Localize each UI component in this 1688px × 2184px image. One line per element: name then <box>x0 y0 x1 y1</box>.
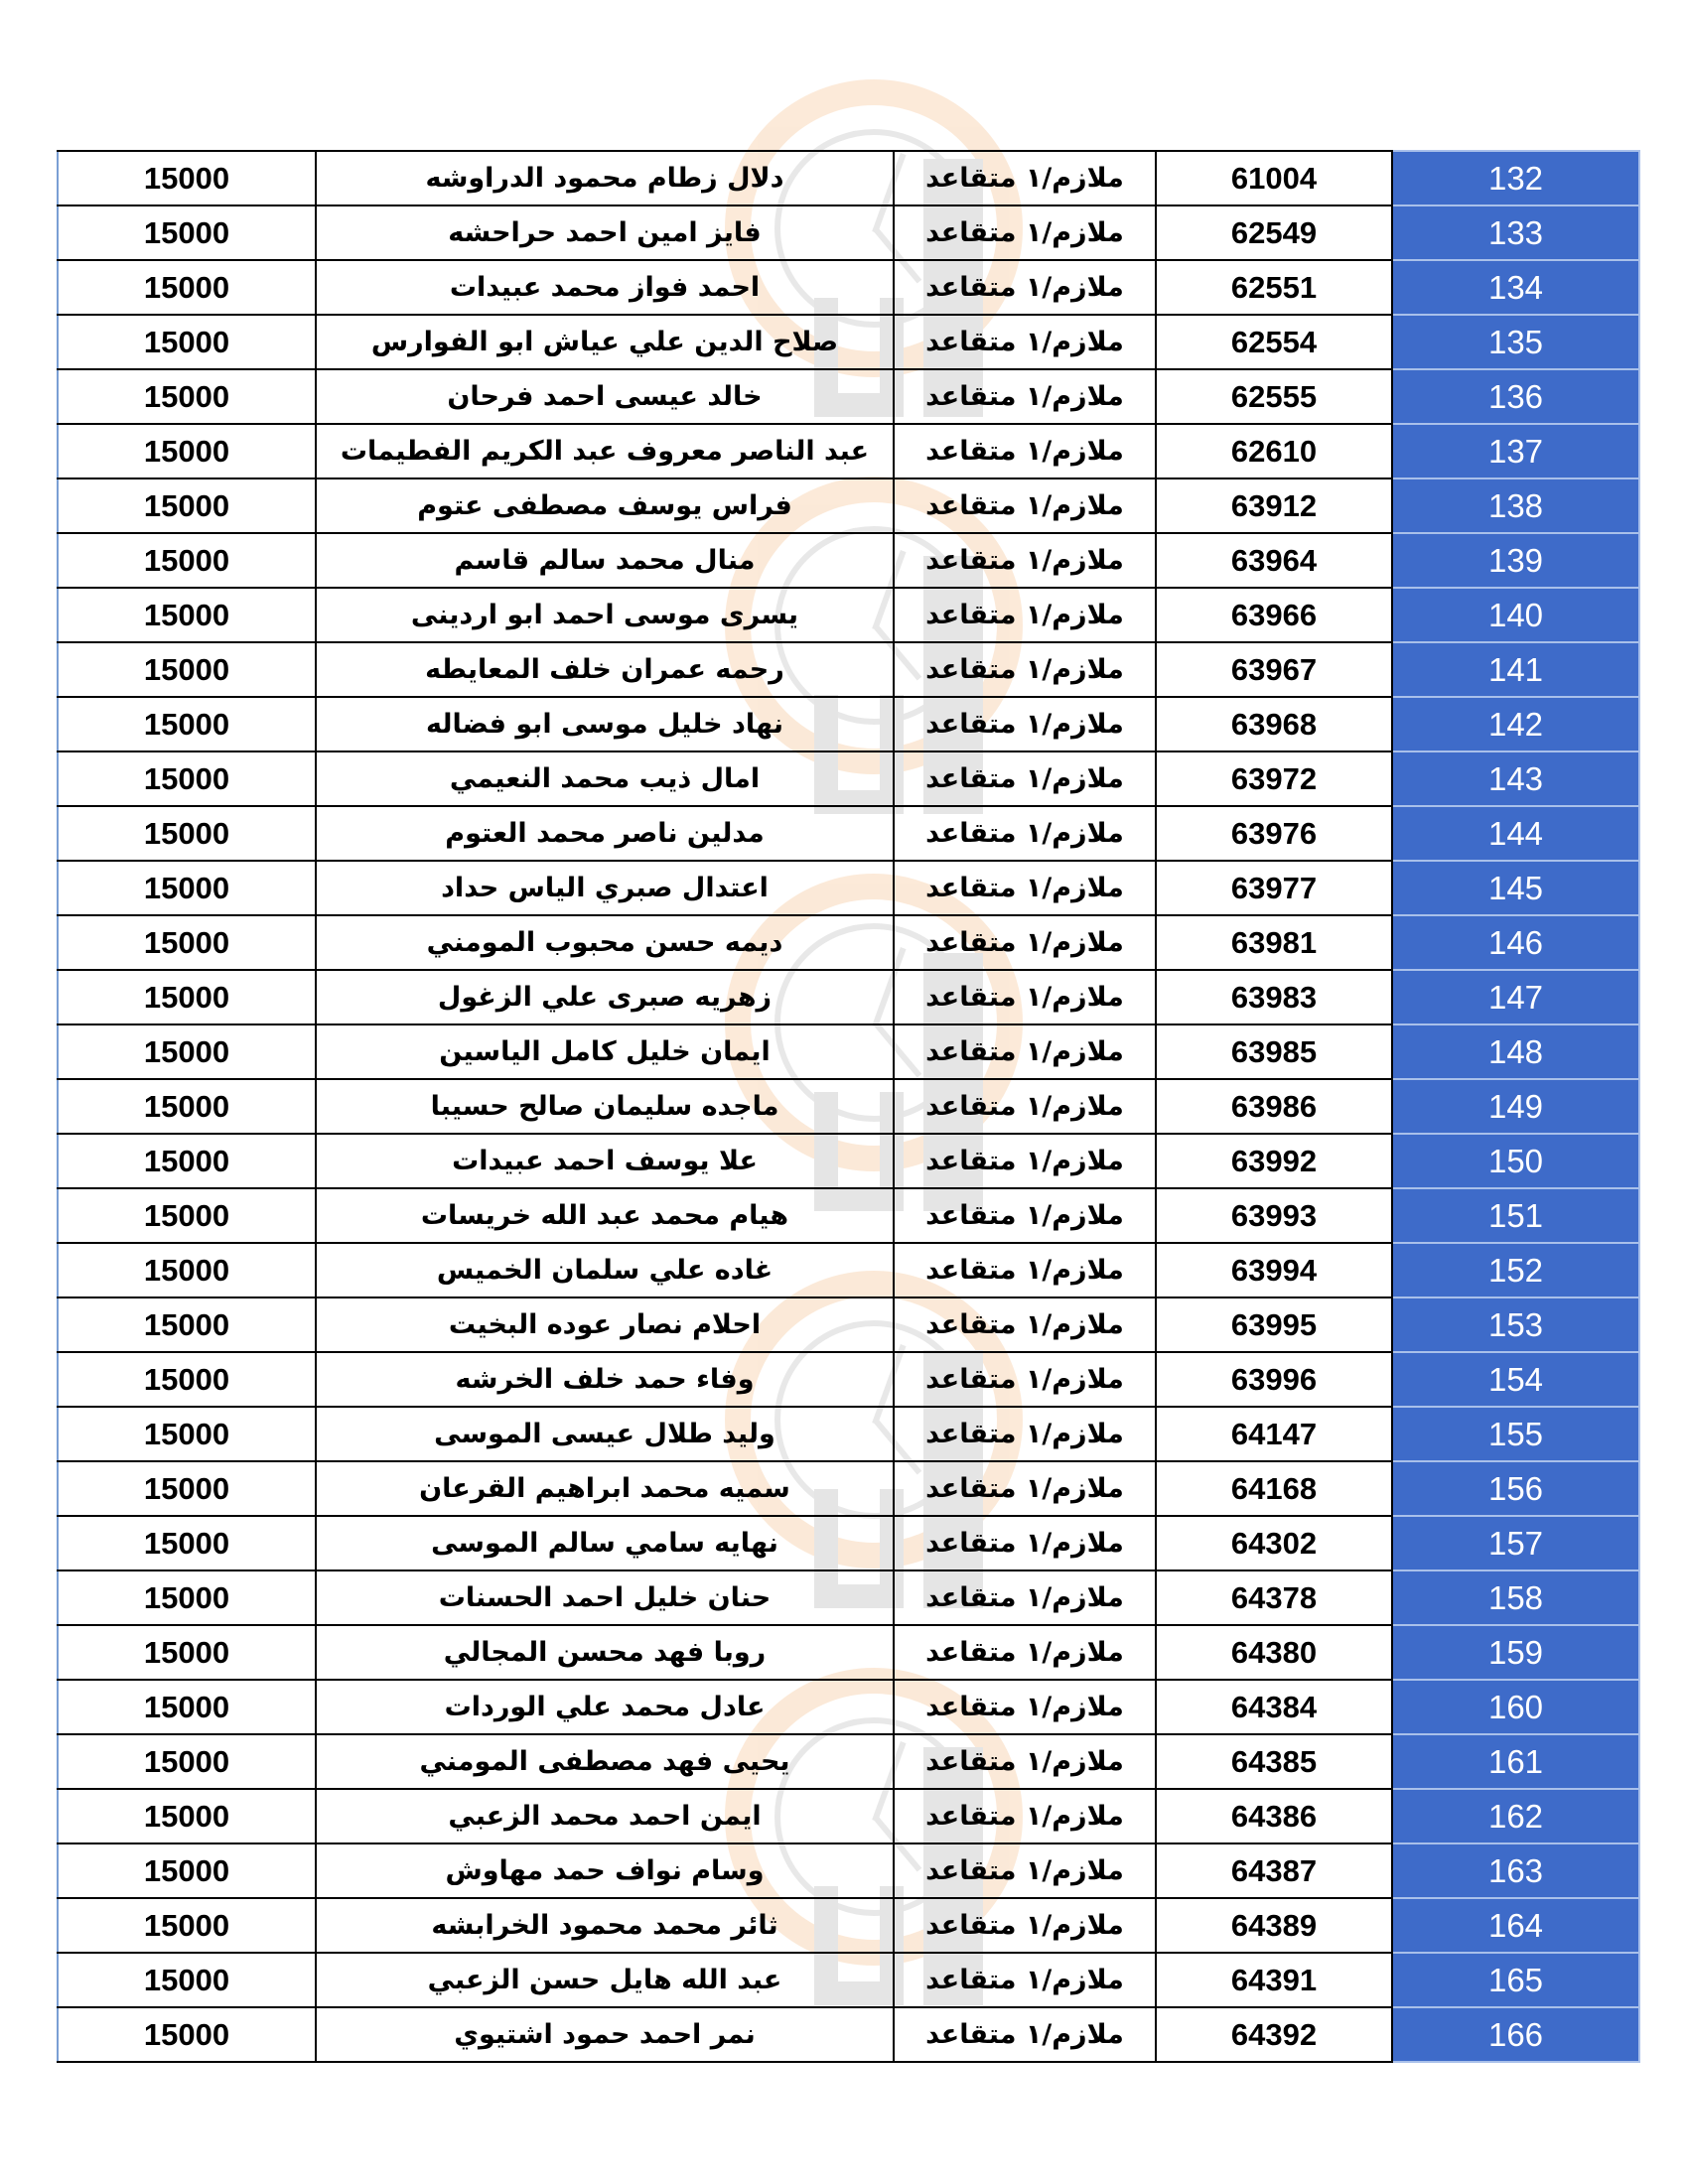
index-cell: 161 <box>1392 1734 1639 1789</box>
name-cell: نهاد خليل موسى ابو فضاله <box>316 697 894 751</box>
amount-cell: 15000 <box>58 697 316 751</box>
table-row <box>58 1407 1639 1461</box>
amount-cell: 15000 <box>58 533 316 588</box>
index-cell: 154 <box>1392 1352 1639 1407</box>
number-cell: 63972 <box>1156 751 1392 806</box>
table-row <box>58 588 1639 642</box>
index-cell: 132 <box>1392 151 1639 205</box>
rank-cell: ملازم/١ متقاعد <box>894 1570 1156 1625</box>
rank-cell: ملازم/١ متقاعد <box>894 642 1156 697</box>
index-cell: 153 <box>1392 1297 1639 1352</box>
number-cell: 64385 <box>1156 1734 1392 1789</box>
amount-cell: 15000 <box>58 588 316 642</box>
amount-cell: 15000 <box>58 205 316 260</box>
index-cell: 142 <box>1392 697 1639 751</box>
table-row <box>58 1134 1639 1188</box>
amount-cell: 15000 <box>58 315 316 369</box>
name-cell: نهايه سامي سالم الموسى <box>316 1516 894 1570</box>
number-cell: 63992 <box>1156 1134 1392 1188</box>
number-cell: 64378 <box>1156 1570 1392 1625</box>
rank-cell: ملازم/١ متقاعد <box>894 1407 1156 1461</box>
index-cell: 166 <box>1392 2007 1639 2062</box>
index-cell: 147 <box>1392 970 1639 1024</box>
rank-cell: ملازم/١ متقاعد <box>894 315 1156 369</box>
table-row <box>58 1188 1639 1243</box>
name-cell: ديمه حسن محبوب المومني <box>316 915 894 970</box>
number-cell: 64387 <box>1156 1843 1392 1898</box>
table-row <box>58 1734 1639 1789</box>
amount-cell: 15000 <box>58 151 316 205</box>
amount-cell: 15000 <box>58 970 316 1024</box>
table-row <box>58 151 1639 205</box>
rank-cell: ملازم/١ متقاعد <box>894 533 1156 588</box>
table-row <box>58 1297 1639 1352</box>
index-cell: 133 <box>1392 205 1639 260</box>
number-cell: 63985 <box>1156 1024 1392 1079</box>
rank-cell: ملازم/١ متقاعد <box>894 1079 1156 1134</box>
rank-cell: ملازم/١ متقاعد <box>894 1461 1156 1516</box>
index-cell: 138 <box>1392 478 1639 533</box>
amount-cell: 15000 <box>58 1188 316 1243</box>
table-row <box>58 1352 1639 1407</box>
index-cell: 163 <box>1392 1843 1639 1898</box>
rank-cell: ملازم/١ متقاعد <box>894 1352 1156 1407</box>
amount-cell: 15000 <box>58 1516 316 1570</box>
number-cell: 63986 <box>1156 1079 1392 1134</box>
index-cell: 148 <box>1392 1024 1639 1079</box>
name-cell: وسام نواف حمد مهاوش <box>316 1843 894 1898</box>
number-cell: 64302 <box>1156 1516 1392 1570</box>
index-cell: 157 <box>1392 1516 1639 1570</box>
index-cell: 136 <box>1392 369 1639 424</box>
number-cell: 63981 <box>1156 915 1392 970</box>
rank-cell: ملازم/١ متقاعد <box>894 588 1156 642</box>
index-cell: 150 <box>1392 1134 1639 1188</box>
number-cell: 63968 <box>1156 697 1392 751</box>
table-row <box>58 424 1639 478</box>
number-cell: 64389 <box>1156 1898 1392 1953</box>
name-cell: روبا فهد محسن المجالي <box>316 1625 894 1680</box>
number-cell: 63993 <box>1156 1188 1392 1243</box>
name-cell: ماجده سليمان صالح حسيبا <box>316 1079 894 1134</box>
table-row <box>58 315 1639 369</box>
table-row <box>58 806 1639 861</box>
number-cell: 63912 <box>1156 478 1392 533</box>
name-cell: علا يوسف احمد عبيدات <box>316 1134 894 1188</box>
name-cell: ايمان خليل كامل الياسين <box>316 1024 894 1079</box>
table-row <box>58 1898 1639 1953</box>
rank-cell: ملازم/١ متقاعد <box>894 1843 1156 1898</box>
name-cell: خالد عيسى احمد فرحان <box>316 369 894 424</box>
amount-cell: 15000 <box>58 1625 316 1680</box>
table-row <box>58 1953 1639 2007</box>
name-cell: وليد طلال عيسى الموسى <box>316 1407 894 1461</box>
table-row <box>58 1789 1639 1843</box>
rank-cell: ملازم/١ متقاعد <box>894 1734 1156 1789</box>
number-cell: 64392 <box>1156 2007 1392 2062</box>
rank-cell: ملازم/١ متقاعد <box>894 861 1156 915</box>
table-row <box>58 642 1639 697</box>
amount-cell: 15000 <box>58 1789 316 1843</box>
index-cell: 144 <box>1392 806 1639 861</box>
table-row <box>58 751 1639 806</box>
number-cell: 64168 <box>1156 1461 1392 1516</box>
number-cell: 64386 <box>1156 1789 1392 1843</box>
table-row <box>58 1079 1639 1134</box>
table-row <box>58 205 1639 260</box>
amount-cell: 15000 <box>58 260 316 315</box>
table-row <box>58 1625 1639 1680</box>
index-cell: 162 <box>1392 1789 1639 1843</box>
name-cell: نمر احمد حمود اشتيوي <box>316 2007 894 2062</box>
rank-cell: ملازم/١ متقاعد <box>894 751 1156 806</box>
name-cell: عبد الناصر معروف عبد الكريم الفطيمات <box>316 424 894 478</box>
name-cell: احلام نصار عوده البخيت <box>316 1297 894 1352</box>
rank-cell: ملازم/١ متقاعد <box>894 697 1156 751</box>
rank-cell: ملازم/١ متقاعد <box>894 970 1156 1024</box>
table-row <box>58 697 1639 751</box>
table-body <box>58 151 1639 2062</box>
table-row <box>58 260 1639 315</box>
number-cell: 63967 <box>1156 642 1392 697</box>
amount-cell: 15000 <box>58 478 316 533</box>
index-cell: 145 <box>1392 861 1639 915</box>
index-cell: 137 <box>1392 424 1639 478</box>
table-row <box>58 533 1639 588</box>
rank-cell: ملازم/١ متقاعد <box>894 205 1156 260</box>
name-cell: حنان خليل احمد الحسنات <box>316 1570 894 1625</box>
retirees-table <box>57 150 1640 2063</box>
amount-cell: 15000 <box>58 369 316 424</box>
rank-cell: ملازم/١ متقاعد <box>894 1243 1156 1297</box>
index-cell: 134 <box>1392 260 1639 315</box>
name-cell: فراس يوسف مصطفى عتوم <box>316 478 894 533</box>
number-cell: 62551 <box>1156 260 1392 315</box>
rank-cell: ملازم/١ متقاعد <box>894 1953 1156 2007</box>
rank-cell: ملازم/١ متقاعد <box>894 1680 1156 1734</box>
number-cell: 64391 <box>1156 1953 1392 2007</box>
name-cell: ثائر محمد محمود الخرابشه <box>316 1898 894 1953</box>
rank-cell: ملازم/١ متقاعد <box>894 1024 1156 1079</box>
amount-cell: 15000 <box>58 1898 316 1953</box>
amount-cell: 15000 <box>58 1024 316 1079</box>
table-row <box>58 1024 1639 1079</box>
amount-cell: 15000 <box>58 424 316 478</box>
index-cell: 159 <box>1392 1625 1639 1680</box>
index-cell: 139 <box>1392 533 1639 588</box>
name-cell: منال محمد سالم قاسم <box>316 533 894 588</box>
rank-cell: ملازم/١ متقاعد <box>894 1188 1156 1243</box>
name-cell: يسرى موسى احمد ابو اردينى <box>316 588 894 642</box>
index-cell: 143 <box>1392 751 1639 806</box>
amount-cell: 15000 <box>58 1079 316 1134</box>
table-row <box>58 478 1639 533</box>
rank-cell: ملازم/١ متقاعد <box>894 151 1156 205</box>
index-cell: 155 <box>1392 1407 1639 1461</box>
index-cell: 151 <box>1392 1188 1639 1243</box>
number-cell: 63996 <box>1156 1352 1392 1407</box>
amount-cell: 15000 <box>58 1407 316 1461</box>
amount-cell: 15000 <box>58 915 316 970</box>
amount-cell: 15000 <box>58 1680 316 1734</box>
index-cell: 149 <box>1392 1079 1639 1134</box>
name-cell: امال ذيب محمد النعيمي <box>316 751 894 806</box>
table-row <box>58 915 1639 970</box>
rank-cell: ملازم/١ متقاعد <box>894 915 1156 970</box>
number-cell: 63994 <box>1156 1243 1392 1297</box>
name-cell: مدلين ناصر محمد العتوم <box>316 806 894 861</box>
rank-cell: ملازم/١ متقاعد <box>894 1625 1156 1680</box>
amount-cell: 15000 <box>58 1461 316 1516</box>
name-cell: سميه محمد ابراهيم القرعان <box>316 1461 894 1516</box>
amount-cell: 15000 <box>58 1953 316 2007</box>
name-cell: زهريه صبرى علي الزغول <box>316 970 894 1024</box>
index-cell: 164 <box>1392 1898 1639 1953</box>
index-cell: 140 <box>1392 588 1639 642</box>
amount-cell: 15000 <box>58 1352 316 1407</box>
index-cell: 141 <box>1392 642 1639 697</box>
number-cell: 63995 <box>1156 1297 1392 1352</box>
rank-cell: ملازم/١ متقاعد <box>894 478 1156 533</box>
name-cell: اعتدال صبري الياس حداد <box>316 861 894 915</box>
name-cell: عبد الله هايل حسن الزعبي <box>316 1953 894 2007</box>
number-cell: 62555 <box>1156 369 1392 424</box>
rank-cell: ملازم/١ متقاعد <box>894 1134 1156 1188</box>
index-cell: 156 <box>1392 1461 1639 1516</box>
amount-cell: 15000 <box>58 806 316 861</box>
rank-cell: ملازم/١ متقاعد <box>894 806 1156 861</box>
name-cell: وفاء حمد خلف الخرشه <box>316 1352 894 1407</box>
amount-cell: 15000 <box>58 1843 316 1898</box>
table-row <box>58 1843 1639 1898</box>
name-cell: يحيى فهد مصطفى المومني <box>316 1734 894 1789</box>
number-cell: 62554 <box>1156 315 1392 369</box>
amount-cell: 15000 <box>58 2007 316 2062</box>
table-row <box>58 1461 1639 1516</box>
name-cell: عادل محمد علي الوردات <box>316 1680 894 1734</box>
number-cell: 64147 <box>1156 1407 1392 1461</box>
name-cell: فايز امين احمد حراحشه <box>316 205 894 260</box>
name-cell: ايمن احمد محمد الزعبي <box>316 1789 894 1843</box>
amount-cell: 15000 <box>58 1297 316 1352</box>
number-cell: 63977 <box>1156 861 1392 915</box>
name-cell: هيام محمد عبد الله خريسات <box>316 1188 894 1243</box>
table-row <box>58 1516 1639 1570</box>
rank-cell: ملازم/١ متقاعد <box>894 1516 1156 1570</box>
index-cell: 160 <box>1392 1680 1639 1734</box>
table-row <box>58 1243 1639 1297</box>
number-cell: 62610 <box>1156 424 1392 478</box>
name-cell: صلاح الدين علي عياش ابو الفوارس <box>316 315 894 369</box>
amount-cell: 15000 <box>58 1734 316 1789</box>
number-cell: 63966 <box>1156 588 1392 642</box>
rank-cell: ملازم/١ متقاعد <box>894 424 1156 478</box>
table-row <box>58 861 1639 915</box>
amount-cell: 15000 <box>58 861 316 915</box>
name-cell: احمد فواز محمد عبيدات <box>316 260 894 315</box>
rank-cell: ملازم/١ متقاعد <box>894 1898 1156 1953</box>
amount-cell: 15000 <box>58 751 316 806</box>
number-cell: 61004 <box>1156 151 1392 205</box>
index-cell: 165 <box>1392 1953 1639 2007</box>
table-row <box>58 369 1639 424</box>
rank-cell: ملازم/١ متقاعد <box>894 260 1156 315</box>
rank-cell: ملازم/١ متقاعد <box>894 369 1156 424</box>
number-cell: 63976 <box>1156 806 1392 861</box>
table-row <box>58 2007 1639 2062</box>
rank-cell: ملازم/١ متقاعد <box>894 1297 1156 1352</box>
name-cell: رحمه عمران خلف المعايطه <box>316 642 894 697</box>
name-cell: غاده علي سلمان الخميس <box>316 1243 894 1297</box>
index-cell: 146 <box>1392 915 1639 970</box>
number-cell: 64380 <box>1156 1625 1392 1680</box>
index-cell: 152 <box>1392 1243 1639 1297</box>
number-cell: 63983 <box>1156 970 1392 1024</box>
number-cell: 62549 <box>1156 205 1392 260</box>
index-cell: 135 <box>1392 315 1639 369</box>
amount-cell: 15000 <box>58 1243 316 1297</box>
table-row <box>58 1680 1639 1734</box>
table-row <box>58 970 1639 1024</box>
number-cell: 64384 <box>1156 1680 1392 1734</box>
amount-cell: 15000 <box>58 1134 316 1188</box>
amount-cell: 15000 <box>58 642 316 697</box>
index-cell: 158 <box>1392 1570 1639 1625</box>
number-cell: 63964 <box>1156 533 1392 588</box>
table-row <box>58 1570 1639 1625</box>
rank-cell: ملازم/١ متقاعد <box>894 1789 1156 1843</box>
name-cell: دلال زطام محمود الدراوشه <box>316 151 894 205</box>
amount-cell: 15000 <box>58 1570 316 1625</box>
rank-cell: ملازم/١ متقاعد <box>894 2007 1156 2062</box>
